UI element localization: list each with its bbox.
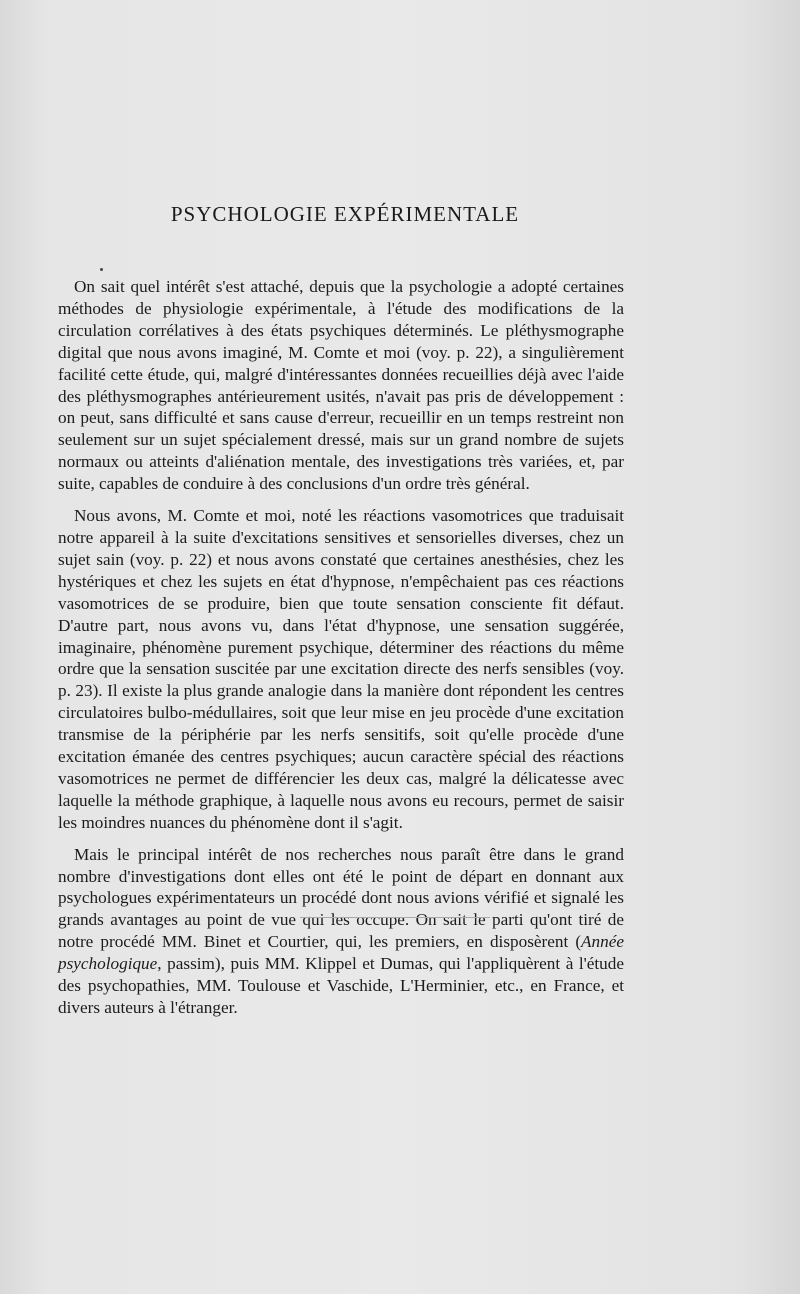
body-text bbox=[58, 276, 624, 1029]
paragraph-3-part-1: Mais le principal intérêt de nos recherches nous paraît être dans le grand nombre d'investigations dont elles ont été le point de départ en donnant aux psychologues expérimentateurs un procédé dont nous avions vérifié et signalé les grands avantages au point de vue qui les occupe. On sait le parti qu'ont tiré de notre procédé MM. Binet et Courtier, qui, les premiers, en disposèrent ( bbox=[58, 844, 624, 952]
paragraph-3 bbox=[58, 844, 624, 1019]
footnote-rule bbox=[300, 917, 490, 918]
paragraph-2: Nous avons, M. Comte et moi, noté les réactions vasomotrices que traduisait notre appareil à la suite d'excitations sensitives et sensorielles diverses, chez un sujet sain (voy. p. 22) et nous avons constaté que certaines anesthésies, chez les hystériques et chez les sujets en état d'hypnose, n'empêchaient pas ces réactions vasomotrices de se produire, bien que toute sensation consciente fit défaut. D'autre part, nous avons vu, dans l'état d'hypnose, une sensation suggérée, imaginaire, phénomène purement psychique, déterminer des réactions du même ordre que la sensation suscitée par une excitation directe des nerfs sensibles (voy. p. 23). Il existe la plus grande analogie dans la manière dont répondent les centres circulatoires bulbo-médullaires, soit que leur mise en jeu procède d'une excitation transmise de la périphérie par les nerfs sensitifs, soit qu'elle procède d'une excitation émanée des centres psychiques; aucun caractère spécial des réactions vasomotrices ne permet de différencier les deux cas, malgré la délicatesse avec laquelle la méthode graphique, à laquelle nous avons eu recours, permet de saisir les moindres nuances du phénomène dont il s'agit. bbox=[58, 506, 624, 832]
journal-title-italic: Année psychologique bbox=[58, 932, 624, 974]
print-speck bbox=[100, 268, 103, 271]
paragraph-3-part-2: , passim), puis MM. Klippel et Dumas, qui l'appliquèrent à l'étude des psychopathies, MM. Toulouse et Vaschide, L'Herminier, etc., en France, et divers auteurs à l'étranger. bbox=[58, 954, 624, 1017]
paragraph-1: On sait quel intérêt s'est attaché, depuis que la psychologie a adopté certaines méthodes de physiologie expérimentale, à l'étude des modifications de la circulation corrélatives à des états psychiques déterminés. Le pléthysmographe digital que nous avons imaginé, M. Comte et moi (voy. p. 22), a singulièrement facilité cette étude, qui, malgré d'intéressantes données recueillies déjà avec l'aide des pléthysmographes antérieurement usités, n'avait pas pris de développement : on peut, sans difficulté et sans cause d'erreur, recueillir en un temps restreint non seulement sur un sujet spécialement dressé, mais sur un grand nombre de sujets normaux ou atteints d'aliénation mentale, des investigations très variées, et, par suite, capables de conduire à des conclusions d'un ordre très général. bbox=[58, 277, 624, 494]
page-title: PSYCHOLOGIE EXPÉRIMENTALE bbox=[170, 202, 520, 226]
